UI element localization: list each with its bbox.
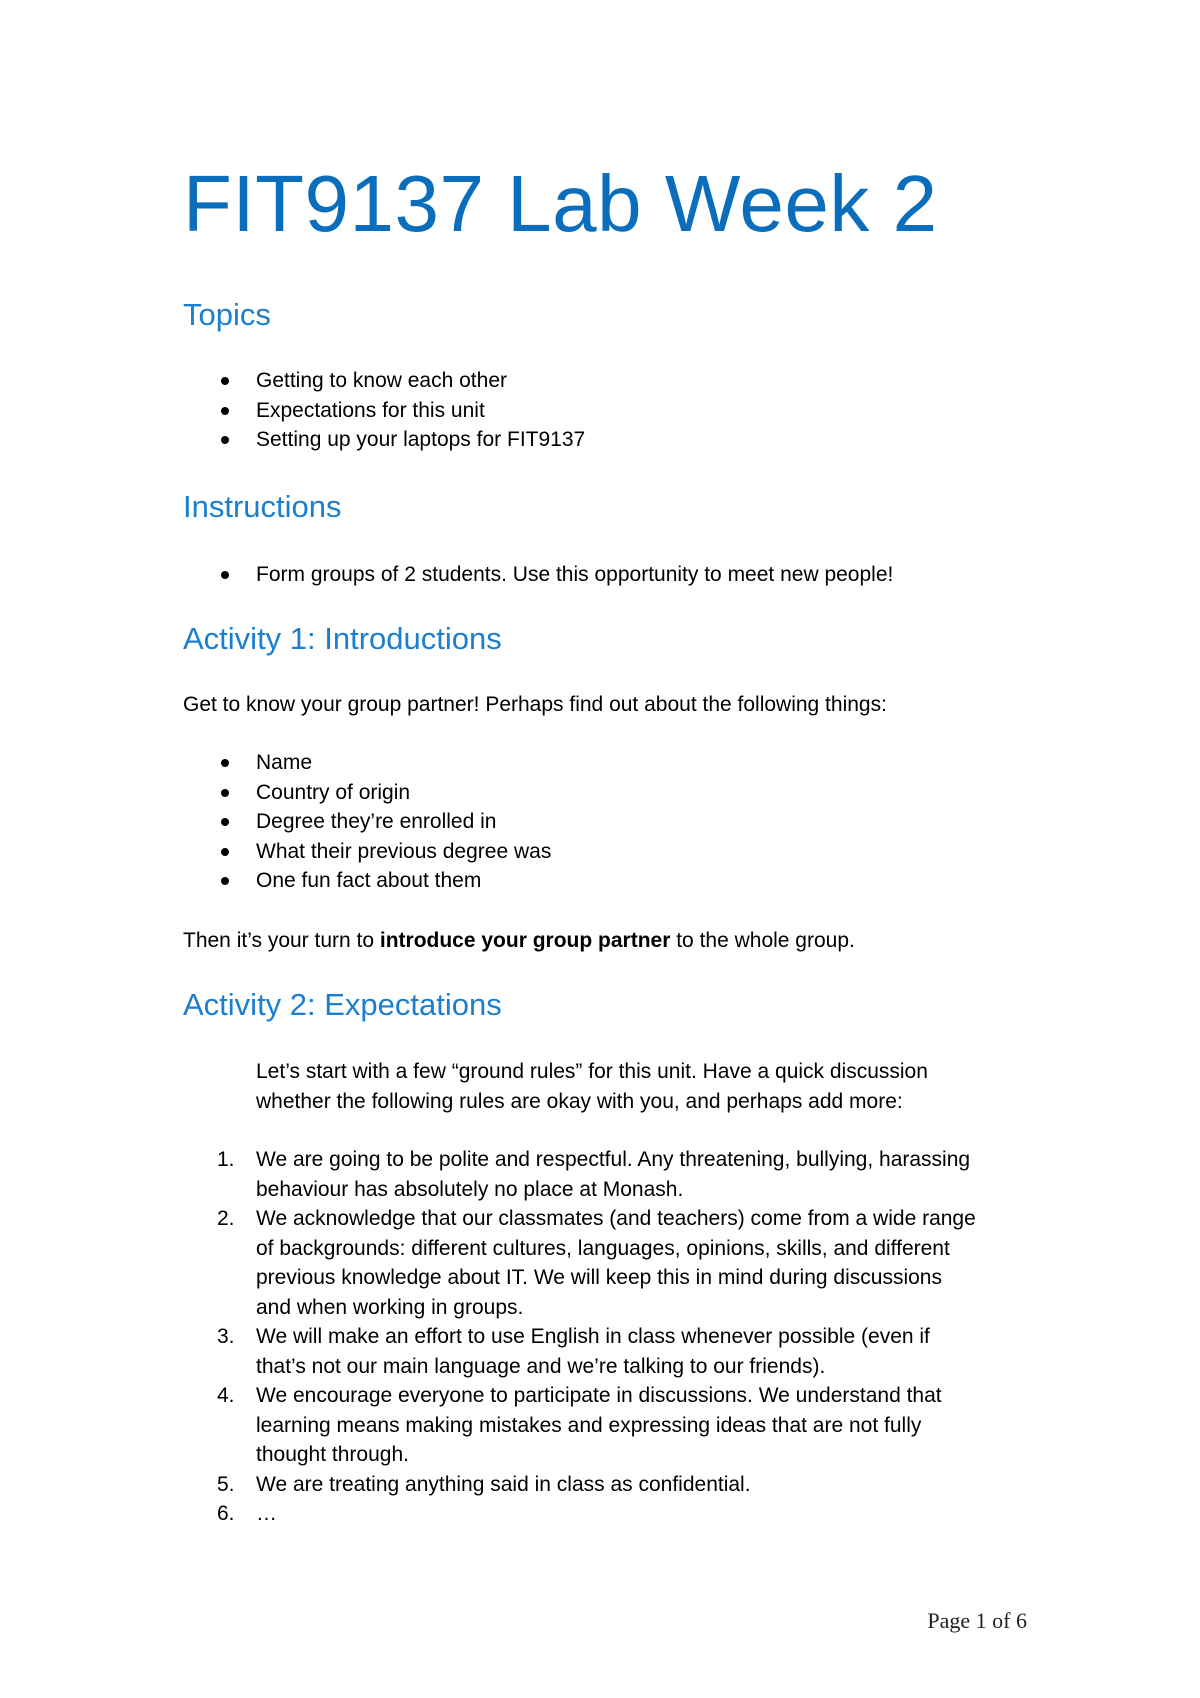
list-item — [183, 837, 551, 867]
rule-line: behaviour has absolutely no place at Monash. — [256, 1177, 684, 1201]
rule-number: 5. — [217, 1472, 235, 1496]
list-item — [183, 560, 893, 590]
activity1-heading: Activity 1: Introductions — [183, 621, 502, 656]
list-item-text: Degree they’re enrolled in — [256, 810, 497, 833]
bullet-icon — [221, 377, 229, 385]
instructions-heading: Instructions — [183, 489, 342, 524]
activity2-intro — [256, 1057, 928, 1116]
bullet-icon — [221, 877, 229, 885]
activity1-list — [183, 748, 551, 896]
list-item-text: Expectations for this unit — [256, 398, 485, 422]
rule-number: 4. — [217, 1384, 235, 1407]
list-item-text: One fun fact about them — [256, 869, 482, 892]
rule-line: We encourage everyone to participate in discussions. We understand that — [256, 1384, 942, 1407]
rule-line: thought through. — [256, 1443, 409, 1466]
rule-item — [183, 1204, 976, 1322]
rule-line: learning means making mistakes and expressing ideas that are not fully — [256, 1413, 922, 1437]
list-item — [183, 748, 551, 778]
rule-item — [183, 1470, 976, 1500]
rule-item — [183, 1145, 976, 1204]
rule-line: that’s not our main language and we’re talking to our friends). — [256, 1354, 826, 1378]
list-item-text: Getting to know each other — [256, 369, 507, 392]
rule-item — [183, 1381, 976, 1470]
bullet-icon — [221, 789, 229, 797]
bullet-icon — [221, 436, 229, 444]
rule-number: 2. — [217, 1207, 235, 1230]
topics-heading: Topics — [183, 297, 271, 332]
rule-line: We will make an effort to use English in class whenever possible (even if — [256, 1325, 930, 1348]
rules-list — [183, 1145, 976, 1529]
list-item-text: Name — [256, 751, 313, 774]
rule-line: of backgrounds: different cultures, languages, opinions, skills, and different — [256, 1236, 950, 1260]
bullet-icon — [221, 407, 229, 415]
bullet-icon — [221, 818, 229, 826]
rule-item — [183, 1499, 976, 1529]
rule-line: and when working in groups. — [256, 1295, 524, 1319]
list-item — [183, 778, 551, 808]
activity1-outro — [183, 926, 855, 955]
bullet-icon — [221, 571, 229, 579]
list-item-text: Country of origin — [256, 780, 411, 804]
page-title: FIT9137 Lab Week 2 — [183, 159, 938, 248]
intro-line: Let’s start with a few “ground rules” for this unit. Have a quick discussion — [256, 1060, 928, 1083]
bullet-icon — [221, 848, 229, 856]
rule-item — [183, 1322, 976, 1381]
activity2-heading: Activity 2: Expectations — [183, 987, 502, 1022]
outro-text-end: to the whole group. — [670, 929, 855, 952]
rule-number: 1. — [217, 1148, 235, 1171]
outro-text: Then it’s your turn to — [183, 929, 380, 952]
list-item — [183, 396, 585, 426]
topics-list — [183, 366, 585, 455]
rule-number: 3. — [217, 1325, 235, 1348]
rule-number: 6. — [217, 1502, 235, 1525]
list-item — [183, 866, 551, 896]
intro-line: whether the following rules are okay with you, and perhaps add more: — [256, 1089, 903, 1113]
rule-line: We acknowledge that our classmates (and teachers) come from a wide range — [256, 1207, 976, 1230]
list-item — [183, 425, 585, 455]
rule-line: previous knowledge about IT. We will keep this in mind during discussions — [256, 1266, 942, 1289]
list-item — [183, 366, 585, 396]
list-item-text: Form groups of 2 students. Use this opportunity to meet new people! — [256, 563, 894, 586]
outro-emphasis: introduce your group partner — [379, 929, 671, 952]
rule-line: … — [256, 1502, 277, 1525]
rule-line: We are treating anything said in class as confidential. — [256, 1472, 751, 1496]
activity1-intro: Get to know your group partner! Perhaps find out about the following things: — [183, 693, 887, 716]
instructions-list — [183, 560, 893, 590]
list-item-text: What their previous degree was — [256, 839, 552, 863]
page-number: Page 1 of 6 — [927, 1608, 1027, 1633]
list-item-text: Setting up your laptops for FIT9137 — [256, 428, 586, 451]
rule-line: We are going to be polite and respectful. Any threatening, bullying, harassing — [256, 1148, 971, 1171]
list-item — [183, 807, 551, 837]
bullet-icon — [221, 759, 229, 767]
